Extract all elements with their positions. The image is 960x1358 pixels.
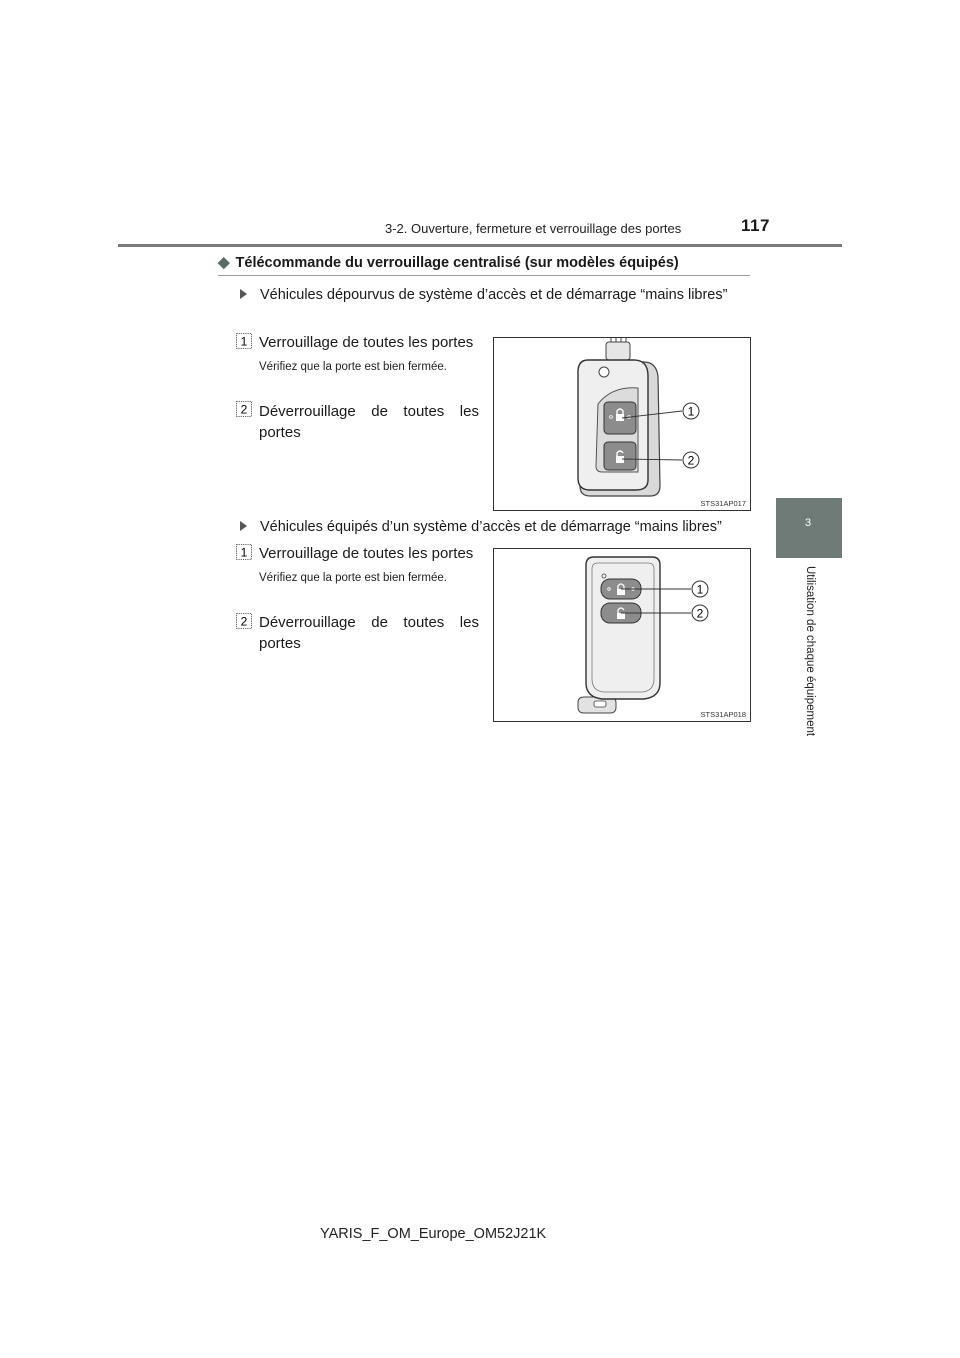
header-rule (118, 244, 842, 247)
svg-text:1: 1 (240, 334, 248, 349)
page-number: 117 (741, 216, 770, 235)
triangle-bullet-icon (240, 521, 247, 531)
callout-1: 1 (696, 582, 704, 597)
subsection-label: Véhicules équipés d’un système d’accès et de démarrage “mains libres” (244, 517, 748, 537)
step-number-badge (236, 544, 252, 560)
svg-text:1: 1 (240, 545, 248, 560)
section-rule (218, 275, 750, 276)
document-id: YARIS_F_OM_Europe_OM52J21K (320, 1226, 547, 1242)
item-note: Vérifiez que la porte est bien fermée. (259, 572, 447, 584)
figure-code: STS31AP018 (700, 710, 746, 719)
item-title: Verrouillage de toutes les portes (259, 334, 474, 351)
item-title: Verrouillage de toutes les portes (259, 545, 474, 562)
section-heading (218, 253, 679, 271)
diamond-icon: ◆ (218, 254, 230, 271)
smart-key-illustration (494, 549, 750, 721)
running-header-title: 3-2. Ouverture, fermeture et verrouillage des portes (385, 221, 682, 236)
step-number-badge (236, 333, 252, 349)
subsection-label: Véhicules dépourvus de système d’accès et de démarrage “mains libres” (244, 285, 748, 305)
svg-text:2: 2 (240, 402, 248, 417)
section-heading-text: Télécommande du verrouillage centralisé (sur modèles équipés) (235, 255, 679, 271)
callout-2: 2 (687, 453, 695, 468)
chapter-title: Utilisation de chaque équipement (804, 566, 816, 737)
step-number-badge (236, 401, 252, 417)
figure-remote-folding-key (493, 337, 751, 511)
callout-2: 2 (696, 606, 704, 621)
item-note: Vérifiez que la porte est bien fermée. (259, 361, 447, 373)
figure-code: STS31AP017 (700, 499, 746, 508)
folding-key-illustration (494, 338, 750, 510)
item-title: Déverrouillage de toutes les portes (259, 403, 479, 441)
figure-remote-smart-key (493, 548, 751, 722)
item-title: Déverrouillage de toutes les portes (259, 614, 479, 652)
triangle-bullet-icon (240, 289, 247, 299)
chapter-number: 3 (805, 517, 812, 529)
callout-1: 1 (687, 404, 695, 419)
svg-text:2: 2 (240, 614, 248, 629)
step-number-badge (236, 613, 252, 629)
